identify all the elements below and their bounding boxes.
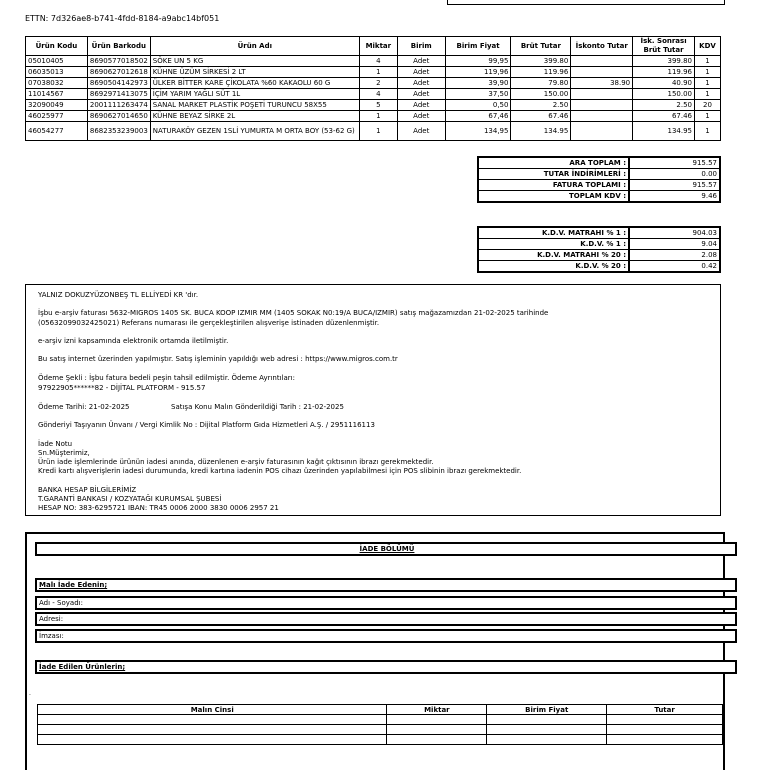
table-cell: Adet xyxy=(397,67,445,78)
table-cell: 0,50 xyxy=(445,100,511,111)
column-header: Tutar xyxy=(607,705,723,715)
table-cell: 2.50 xyxy=(511,100,571,111)
table-cell: 8690627012618 xyxy=(87,67,150,78)
table-cell: 20 xyxy=(694,100,720,111)
table-row xyxy=(26,111,721,122)
table-cell: Adet xyxy=(397,122,445,141)
total-label: K.D.V. % 1 : xyxy=(478,239,629,250)
payment-line: Ödeme Şekli : İşbu fatura bedeli peşin tahsil edilmiştir. Ödeme Ayrıntıları: xyxy=(38,374,295,382)
column-header: Miktar xyxy=(387,705,487,715)
returner-heading: Malı İade Edenin; xyxy=(35,578,737,592)
table-cell: 150.00 xyxy=(511,89,571,100)
column-header: Birim xyxy=(397,37,445,56)
bank-account: HESAP NO: 383-6295721 IBAN: TR45 0006 2000 3830 0006 2957 21 xyxy=(38,504,279,512)
table-cell: SÖKE UN 5 KG xyxy=(150,56,359,67)
total-label: K.D.V. MATRAHI % 1 : xyxy=(478,227,629,239)
total-label: ARA TOPLAM : xyxy=(478,157,629,169)
returned-products-header xyxy=(38,705,723,715)
table-cell: 67.46 xyxy=(633,111,695,122)
table-row xyxy=(26,122,721,141)
table-cell: 5 xyxy=(359,100,397,111)
note-line: Bu satış internet üzerinden yapılmıştır. Satış işleminin yapıldığı web adresi : https://www.migros.com.tr xyxy=(38,355,398,363)
total-label: K.D.V. MATRAHI % 20 : xyxy=(478,250,629,261)
table-cell: Adet xyxy=(397,89,445,100)
column-header: Malın Cinsi xyxy=(38,705,387,715)
table-cell: 07038032 xyxy=(26,78,88,89)
total-row xyxy=(478,261,720,273)
table-cell: 1 xyxy=(694,122,720,141)
table-cell: 134.95 xyxy=(633,122,695,141)
table-cell: 40.90 xyxy=(633,78,695,89)
table-cell xyxy=(571,89,633,100)
table-cell: 8682353239003 xyxy=(87,122,150,141)
table-row xyxy=(38,735,723,745)
table-cell xyxy=(571,67,633,78)
table-cell: 1 xyxy=(359,67,397,78)
items-header-row xyxy=(26,37,721,56)
vat-table xyxy=(477,226,721,273)
table-cell: 05010405 xyxy=(26,56,88,67)
total-row xyxy=(478,250,720,261)
table-cell: 06035013 xyxy=(26,67,88,78)
shipment-date: Satışa Konu Malın Gönderildiği Tarih : 21-02-2025 xyxy=(171,403,344,411)
total-value: 0.00 xyxy=(629,169,720,180)
table-row xyxy=(26,78,721,89)
table-cell: 119.96 xyxy=(633,67,695,78)
payment-detail: 97922905******82 - DİJİTAL PLATFORM - 915.57 xyxy=(38,384,206,392)
table-cell: 1 xyxy=(694,56,720,67)
return-note-line: Sn.Müşterimiz, xyxy=(38,449,90,457)
table-cell: 1 xyxy=(694,67,720,78)
table-cell: Adet xyxy=(397,100,445,111)
total-value: 915.57 xyxy=(629,157,720,169)
table-row xyxy=(38,725,723,735)
items-table xyxy=(25,36,721,141)
table-cell: 8690627014650 xyxy=(87,111,150,122)
column-header: Miktar xyxy=(359,37,397,56)
return-section xyxy=(25,532,725,770)
table-cell: 1 xyxy=(359,122,397,141)
total-row xyxy=(478,239,720,250)
table-row xyxy=(26,67,721,78)
table-cell xyxy=(571,56,633,67)
table-cell xyxy=(571,100,633,111)
table-cell: 67,46 xyxy=(445,111,511,122)
table-row xyxy=(26,89,721,100)
table-cell: Adet xyxy=(397,78,445,89)
table-cell: 1 xyxy=(694,89,720,100)
column-header: KDV xyxy=(694,37,720,56)
table-cell: 119,96 xyxy=(445,67,511,78)
table-cell xyxy=(571,111,633,122)
table-cell: 1 xyxy=(694,111,720,122)
return-note-line: Kredi kartı alışverişlerin iadesi durumunda, kredi kartına iadenin POS cihazı üzerinden yapılabilmesi için POS slibinin ibrazı gerekmektedir. xyxy=(38,467,522,475)
total-value: 9.46 xyxy=(629,191,720,203)
table-cell: 11014567 xyxy=(26,89,88,100)
bank-name: T.GARANTİ BANKASI / KOZYATAĞI KURUMSAL ŞUBESİ xyxy=(38,495,222,503)
total-label: K.D.V. % 20 : xyxy=(478,261,629,273)
return-section-title: İADE BÖLÜMÜ xyxy=(35,542,737,556)
note-line: İşbu e-arşiv faturası 5632-MIGROS 1405 SK. BUCA KOOP IZMIR MM (1405 SOKAK N0:19/A BUCA/IZMIR) satış mağazamızdan 21-02-2025 tarihinde xyxy=(38,309,549,317)
total-value: 904.03 xyxy=(629,227,720,239)
table-cell: 134.95 xyxy=(511,122,571,141)
total-value: 0.42 xyxy=(629,261,720,273)
table-cell: 399.80 xyxy=(511,56,571,67)
column-header: İskonto Tutar xyxy=(571,37,633,56)
returned-products-table xyxy=(37,704,723,745)
table-cell: 46025977 xyxy=(26,111,88,122)
total-value: 915.57 xyxy=(629,180,720,191)
note-line: (05632099032425021) Referans numarası ile gerçekleştirilen alışverişe istinaden düzenlenmiştir. xyxy=(38,319,380,327)
table-cell: 8690504142973 xyxy=(87,78,150,89)
table-cell: SANAL MARKET PLASTİK POŞETİ TURUNCU 58X55 xyxy=(150,100,359,111)
table-cell: 32090049 xyxy=(26,100,88,111)
table-cell: Adet xyxy=(397,56,445,67)
total-row xyxy=(478,191,720,203)
table-cell: 4 xyxy=(359,56,397,67)
total-row xyxy=(478,180,720,191)
table-cell: 39,90 xyxy=(445,78,511,89)
column-header: Birim Fiyat xyxy=(445,37,511,56)
table-cell: 1 xyxy=(359,111,397,122)
table-cell: 67.46 xyxy=(511,111,571,122)
table-cell: 134,95 xyxy=(445,122,511,141)
name-field[interactable]: Adı - Soyadı: xyxy=(35,596,737,610)
total-value: 9.04 xyxy=(629,239,720,250)
column-header: Birim Fiyat xyxy=(487,705,607,715)
column-header: Brüt Tutar xyxy=(511,37,571,56)
returned-products-heading: İade Edilen Ürünlerin; xyxy=(35,660,737,674)
column-header: Ürün Adı xyxy=(150,37,359,56)
carrier-line: Gönderiyi Taşıyanın Ünvanı / Vergi Kimlik No : Dijital Platform Gıda Hizmetleri A.Ş. / 2951116113 xyxy=(38,421,375,429)
table-cell xyxy=(571,122,633,141)
table-cell: 2 xyxy=(359,78,397,89)
table-cell: İÇİM YARIM YAĞLI SÜT 1L xyxy=(150,89,359,100)
table-cell: 119.96 xyxy=(511,67,571,78)
address-field[interactable]: Adresi: xyxy=(35,612,737,626)
table-cell: NATURAKÖY GEZEN 1SLİ YUMURTA M ORTA BOY (53-62 G) xyxy=(150,122,359,141)
table-cell: 4 xyxy=(359,89,397,100)
total-value: 2.08 xyxy=(629,250,720,261)
total-row xyxy=(478,227,720,239)
table-cell: Adet xyxy=(397,111,445,122)
table-cell: 2001111263474 xyxy=(87,100,150,111)
table-cell: 1 xyxy=(694,78,720,89)
signature-field[interactable]: İmzası: xyxy=(35,629,737,643)
table-cell: 38.90 xyxy=(571,78,633,89)
table-cell: 8692971413075 xyxy=(87,89,150,100)
payment-date: Ödeme Tarihi: 21-02-2025 xyxy=(38,403,130,411)
table-cell: 150.00 xyxy=(633,89,695,100)
table-row xyxy=(38,715,723,725)
table-cell: 37,50 xyxy=(445,89,511,100)
column-header: Ürün Barkodu xyxy=(87,37,150,56)
top-summary-box-edge xyxy=(447,0,725,5)
bank-title: BANKA HESAP BİLGİLERİMİZ xyxy=(38,486,137,494)
return-note-line: Ürün iade işlemlerinde ürünün iadesi anında, düzenlenen e-arşiv faturasının kağıt çıktısının ibrazı gerekmektedir. xyxy=(38,458,434,466)
table-cell: 46054277 xyxy=(26,122,88,141)
total-row xyxy=(478,169,720,180)
total-label: TUTAR İNDİRİMLERİ : xyxy=(478,169,629,180)
note-line: e-arşiv izni kapsamında elektronik ortamda iletilmiştir. xyxy=(38,337,229,345)
table-cell: 8690577018502 xyxy=(87,56,150,67)
table-cell: KÜHNE BEYAZ SİRKE 2L xyxy=(150,111,359,122)
total-label: TOPLAM KDV : xyxy=(478,191,629,203)
totals-table xyxy=(477,156,721,203)
table-cell: ÜLKER BİTTER KARE ÇİKOLATA %60 KAKAOLU 60 G xyxy=(150,78,359,89)
return-note-title: İade Notu xyxy=(38,440,73,448)
column-header: Ürün Kodu xyxy=(26,37,88,56)
notes-box xyxy=(25,284,721,516)
table-row xyxy=(26,56,721,67)
table-cell: 2.50 xyxy=(633,100,695,111)
total-label: FATURA TOPLAMI : xyxy=(478,180,629,191)
table-cell: 399.80 xyxy=(633,56,695,67)
ettn-label: ETTN: 7d326ae8-b741-4fdd-8184-a9abc14bf051 xyxy=(25,14,220,23)
stray-dot: . xyxy=(29,690,31,697)
column-header: İsk. Sonrası Brüt Tutar xyxy=(633,37,695,56)
amount-in-words: YALNIZ DOKUZYÜZONBEŞ TL ELLİYEDİ KR 'dır. xyxy=(38,291,199,299)
table-cell: KÜHNE ÜZÜM SİRKESİ 2 LT xyxy=(150,67,359,78)
table-row xyxy=(26,100,721,111)
total-row xyxy=(478,157,720,169)
table-cell: 79.80 xyxy=(511,78,571,89)
table-cell: 99,95 xyxy=(445,56,511,67)
